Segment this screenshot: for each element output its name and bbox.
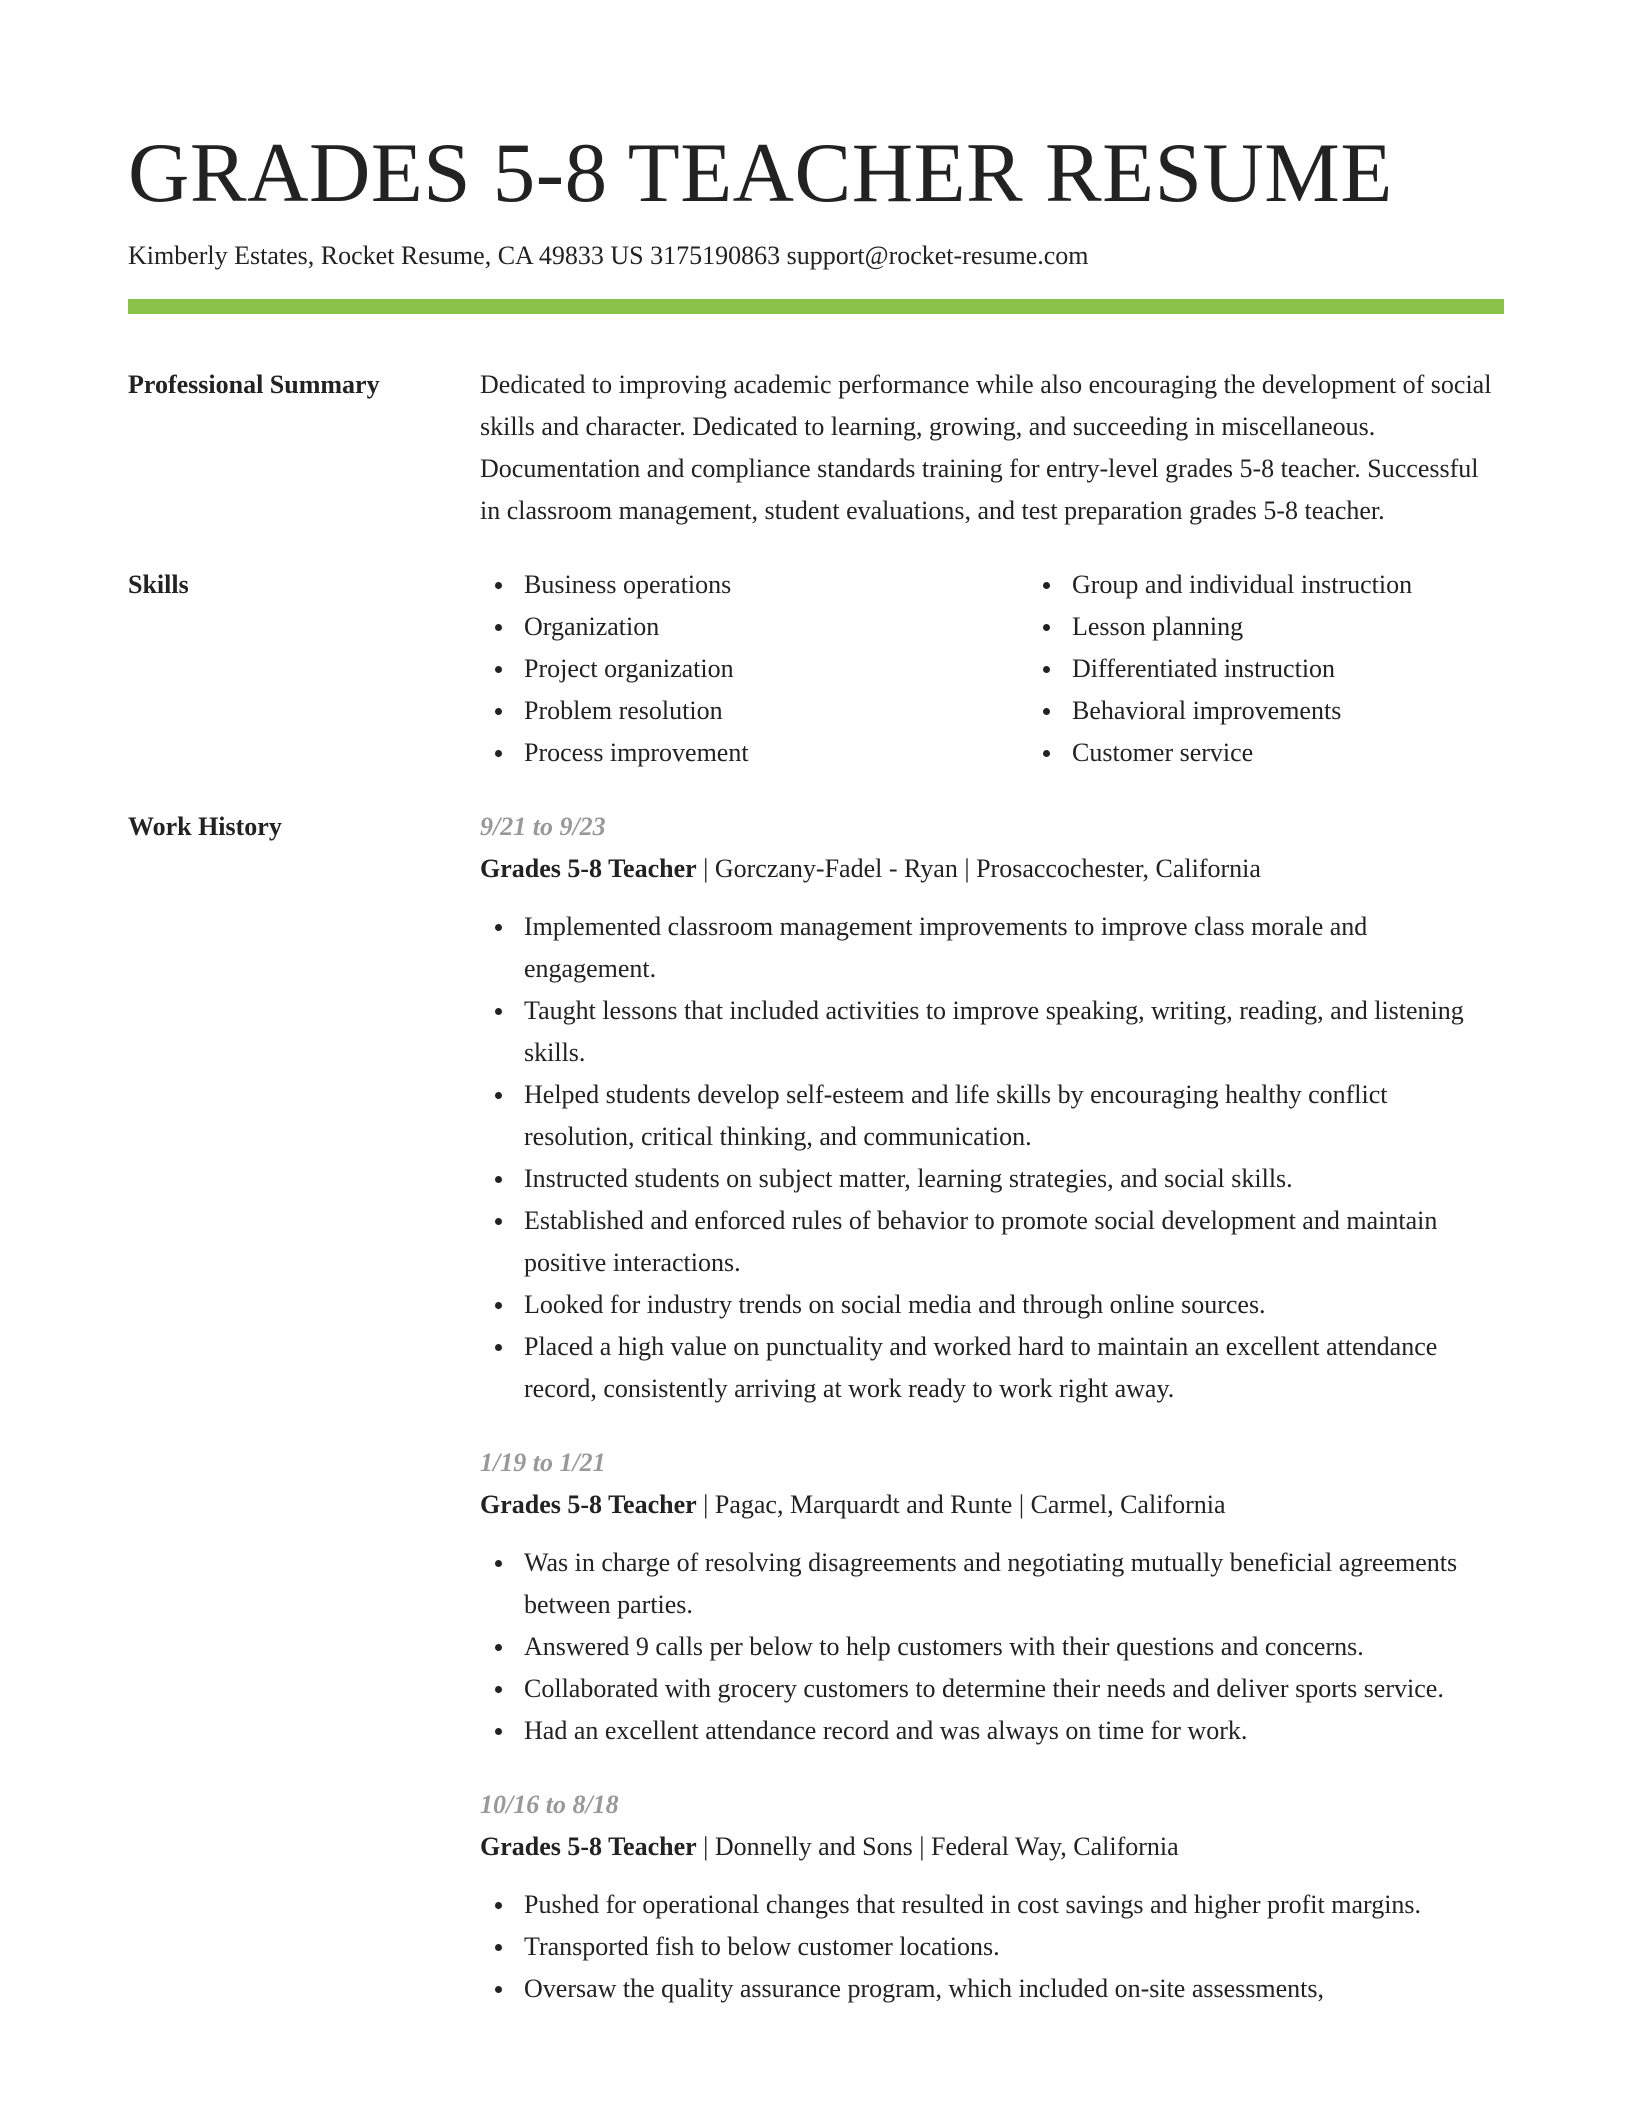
skill-item: Organization bbox=[524, 606, 1028, 648]
skill-item: Business operations bbox=[524, 564, 1028, 606]
job-location: Prosaccochester, California bbox=[976, 854, 1261, 883]
skill-item: Behavioral improvements bbox=[1072, 690, 1576, 732]
job-location: Federal Way, California bbox=[930, 1832, 1179, 1861]
work-history-section bbox=[128, 806, 1504, 2042]
job-bullet: Taught lessons that included activities to improve speaking, writing, reading, and listening skills. bbox=[524, 990, 1504, 1074]
job-bullet: Had an excellent attendance record and was always on time for work. bbox=[524, 1710, 1504, 1752]
job-separator: | bbox=[912, 1832, 931, 1861]
section-label-skills: Skills bbox=[128, 570, 189, 599]
job-dates: 10/16 to 8/18 bbox=[480, 1790, 619, 1819]
job-separator: | bbox=[957, 854, 977, 883]
job-bullet: Looked for industry trends on social media and through online sources. bbox=[524, 1284, 1504, 1326]
job-entry bbox=[480, 1784, 1504, 2010]
job-bullet: Helped students develop self-esteem and life skills by encouraging healthy conflict resolution, critical thinking, and communication. bbox=[524, 1074, 1504, 1158]
skill-item: Lesson planning bbox=[1072, 606, 1576, 648]
resume-title: GRADES 5-8 TEACHER RESUME bbox=[128, 126, 1393, 220]
job-company: Donnelly and Sons bbox=[714, 1832, 913, 1861]
job-bullet: Instructed students on subject matter, learning strategies, and social skills. bbox=[524, 1158, 1504, 1200]
job-dates: 9/21 to 9/23 bbox=[480, 812, 606, 841]
job-bullets bbox=[480, 1542, 1504, 1752]
accent-divider bbox=[128, 299, 1504, 314]
job-bullet: Pushed for operational changes that resulted in cost savings and higher profit margins. bbox=[524, 1884, 1504, 1926]
job-company: Pagac, Marquardt and Runte bbox=[714, 1490, 1013, 1519]
job-bullet: Was in charge of resolving disagreements and negotiating mutually beneficial agreements between parties. bbox=[524, 1542, 1504, 1626]
job-bullets bbox=[480, 1884, 1504, 2010]
skills-column-left bbox=[480, 564, 1028, 774]
job-separator: | bbox=[1012, 1490, 1031, 1519]
skills-grid bbox=[480, 564, 1576, 774]
contact-line: Kimberly Estates, Rocket Resume, CA 49833 US 3175190863 support@rocket-resume.com bbox=[128, 241, 1089, 270]
job-bullets bbox=[480, 906, 1504, 1410]
skill-item: Problem resolution bbox=[524, 690, 1028, 732]
job-heading bbox=[480, 1826, 1504, 1868]
skill-item: Group and individual instruction bbox=[1072, 564, 1576, 606]
job-bullet: Answered 9 calls per below to help customers with their questions and concerns. bbox=[524, 1626, 1504, 1668]
skill-item: Process improvement bbox=[524, 732, 1028, 774]
skill-item: Customer service bbox=[1072, 732, 1576, 774]
job-bullet: Established and enforced rules of behavior to promote social development and maintain positive interactions. bbox=[524, 1200, 1504, 1284]
job-heading bbox=[480, 1484, 1504, 1526]
job-entry bbox=[480, 806, 1504, 1410]
job-title: Grades 5-8 Teacher bbox=[480, 854, 697, 883]
job-entry bbox=[480, 1442, 1504, 1752]
professional-summary-section bbox=[128, 364, 1504, 532]
summary-text: Dedicated to improving academic performance while also encouraging the development of social skills and character. Dedicated to learning, growing, and succeeding in miscellaneous. Documentation and compliance standards training for entry-level grades 5-8 teacher. Successful in classroom management, student evaluations, and test preparation grades 5-8 teacher. bbox=[480, 370, 1492, 525]
job-location: Carmel, California bbox=[1030, 1490, 1226, 1519]
skills-section bbox=[128, 564, 1504, 774]
job-bullet: Implemented classroom management improvements to improve class morale and engagement. bbox=[524, 906, 1504, 990]
section-label-summary: Professional Summary bbox=[128, 370, 380, 399]
job-title: Grades 5-8 Teacher bbox=[480, 1832, 697, 1861]
job-title: Grades 5-8 Teacher bbox=[480, 1490, 697, 1519]
work-history-list bbox=[480, 806, 1504, 2042]
skill-item: Project organization bbox=[524, 648, 1028, 690]
job-separator: | bbox=[696, 1832, 715, 1861]
job-separator: | bbox=[696, 854, 715, 883]
job-separator: | bbox=[696, 1490, 715, 1519]
section-label-work: Work History bbox=[128, 812, 282, 841]
job-company: Gorczany-Fadel - Ryan bbox=[714, 854, 958, 883]
job-bullet: Collaborated with grocery customers to determine their needs and deliver sports service. bbox=[524, 1668, 1504, 1710]
skill-item: Differentiated instruction bbox=[1072, 648, 1576, 690]
skills-column-right bbox=[1028, 564, 1576, 774]
job-bullet: Oversaw the quality assurance program, which included on-site assessments, bbox=[524, 1968, 1504, 2010]
resume-page bbox=[128, 118, 1504, 2042]
job-bullet: Transported fish to below customer locations. bbox=[524, 1926, 1504, 1968]
job-heading bbox=[480, 848, 1504, 890]
job-bullet: Placed a high value on punctuality and worked hard to maintain an excellent attendance record, consistently arriving at work ready to work right away. bbox=[524, 1326, 1504, 1410]
job-dates: 1/19 to 1/21 bbox=[480, 1448, 606, 1477]
